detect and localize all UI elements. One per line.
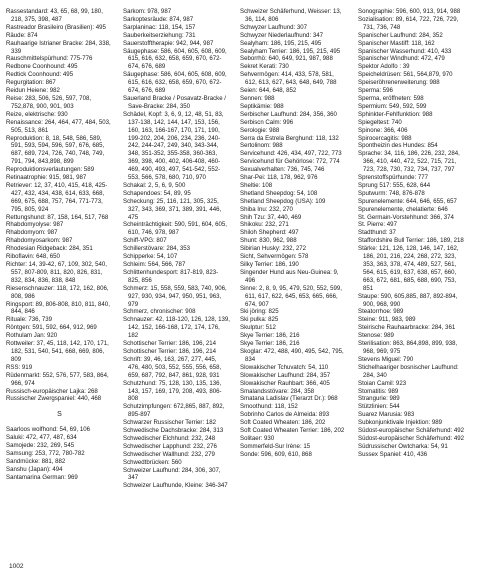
index-entry: Sarkom: 978, 987 — [123, 8, 172, 15]
index-entry: Retinaatrophie: 915, 981, 987 — [6, 174, 87, 182]
index-entry: Schillerstövare: 284, 353 — [123, 245, 191, 253]
index-entry: Spektor Adolfo : 39 — [358, 63, 410, 71]
index-entry: Schapendoes: 54, 89, 95 — [123, 189, 191, 197]
index-entry: Schleim: 564, 566, 787 — [123, 261, 186, 268]
index-entry: Scheckung: 25, 116, 121, 305, 325, 327, 343, 369, 371, 389, 391, 446, 475 — [123, 197, 222, 221]
index-entry: Schwyzer Niederlaufhund: 347 — [240, 31, 323, 39]
index-entry: Shih Tzu: 37, 440, 469 — [240, 213, 302, 221]
index-entry: Serologie: 988 — [240, 126, 280, 134]
index-entry: Skye Terrier: 186, 216 — [240, 340, 300, 348]
index-entry: Sauerstofftherapie: 942, 944, 987 — [123, 39, 214, 47]
index-entry: Smoothund: 118, 152 — [240, 403, 298, 411]
index-entry: RSS: 919 — [6, 363, 33, 371]
index-entry: Südost-europäischer Schäferhund: 492 — [358, 427, 465, 435]
index-entry: Smalandsstövare: 284, 358 — [240, 387, 315, 395]
entries-col4 — [358, 8, 465, 459]
index-entry: Schrift: 39, 46, 163, 267, 277, 445, 476, 480, 503, 552, 555, 556, 658, 659, 687, 792, 847, 861, 928, 931 — [123, 355, 222, 379]
index-entry: Schutzimpfungen: 672,865, 887, 892, 895-897 — [123, 403, 225, 419]
index-entry: Spinone: 366, 406 — [358, 126, 408, 134]
index-entry: Reidun Heiene: 982 — [6, 87, 60, 95]
index-entry: Shetland Sheepdog: 54, 108 — [240, 189, 318, 197]
index-entry: Sealyham: 186, 195, 215, 495 — [240, 39, 322, 47]
index-entry: Sicht, Sehvermögen: 578 — [240, 253, 309, 261]
index-entry: Regurgitation: 867 — [6, 79, 56, 87]
index-column-4 — [358, 8, 465, 459]
index-entry: Südost-europäischer Schäferhund: 492 — [358, 434, 465, 442]
index-entry: Spermium: 549, 592, 599 — [358, 102, 427, 110]
index-entry: Slowakischer Rauhbart: 366, 405 — [240, 379, 330, 387]
index-entry: Sennen: 988 — [240, 94, 275, 102]
index-entry: Redbone Coonhound: 495 — [6, 63, 78, 71]
index-entry: Santamarina German: 969 — [6, 473, 78, 481]
index-entry: Rhodesian Ridgeback: 284, 351 — [6, 245, 93, 253]
index-entry: Sprache: 34, 116, 186, 226, 232, 284, 366, 410, 440, 472, 522, 715, 721, 723, 728, 730, 732, 734, 737, 797 — [358, 150, 460, 174]
index-entry: Sauerland Bracke / Posavatz-Bracke / Save-Bracke: 284, 350 — [123, 94, 226, 110]
index-entry: Schottischer Terrier: 186, 196, 214 — [123, 347, 217, 355]
index-entry: Schmerz, chronischer: 908 — [123, 308, 196, 316]
index-entry: Ski pulka: 825 — [240, 316, 279, 324]
index-entry: Suarez Marusia: 983 — [358, 411, 415, 419]
index-entry: Serbiscn Calm: 996 — [240, 118, 294, 126]
index-entry: Soft Coated Wheaten: 186, 202 — [240, 419, 326, 427]
index-entry: Shetland Sheepdog (USA): 109 — [240, 197, 326, 205]
index-entry: Schweizer Laufhunde, Kleine: 346-347 — [123, 482, 228, 490]
index-entry: Sperma, eröffneten: 598 — [358, 94, 424, 102]
index-entry: Rauschmittelspürhund: 775-776 — [6, 55, 93, 63]
index-entry: Steatorrhoe: 989 — [358, 308, 404, 316]
index-entry: Steirische Rauhaarbracke: 284, 361 — [358, 324, 456, 332]
index-entry: Rottweiler: 37, 45, 118, 142, 170, 171, 182, 531, 540, 541, 668, 669, 806, 809 — [6, 340, 109, 363]
index-entry: Speicheldrüsen: 561, 564,879, 970 — [358, 71, 453, 79]
index-entry: Säugephase: 586, 604, 605, 608, 609, 615, 616, 632, 658, 659, 670, 672-674, 676, 689 — [123, 71, 227, 95]
index-entry: Sobrinho Carlos de Almeida: 893 — [240, 411, 330, 419]
index-entry: Sexualverhalten: 736, 745, 746 — [240, 166, 325, 174]
index-entry: Smatana Ladislav (Tierarzt Dr.): 968 — [240, 395, 338, 403]
index-entry: Shikoku: 232, 271 — [240, 221, 289, 229]
index-entry: Slowakischer Tchuvatch: 54, 110 — [240, 363, 329, 371]
index-entry: Sanshu (Japan): 494 — [6, 465, 63, 473]
index-entry: Serbischer Laufhund: 284, 356, 360 — [240, 110, 337, 118]
index-entry: Spanischer Windhund: 472, 479 — [358, 55, 445, 63]
index-entry: Rhabdomyolyse: 987 — [6, 221, 64, 229]
index-entry: Slowakischer Laufhund: 284, 357 — [240, 371, 331, 379]
index-entry: Schädel, Kopf: 3, 6, 9, 12, 48, 51, 83, 137-138, 142, 144, 147, 153, 156, 160, 163, 166-167, 170, 171, 190, 199-202, 204, 206, 234, 236, 240-242, 244-247, 249, 340, 343-344, 348, 351-352, 355-358, 360-363, 369, 398, 400, 402, 406-408, 460-469, 490, 493, 497, 541-542, 552-553, 566, 578, 680, 710, 970 — [123, 110, 224, 182]
index-entry: Richter: 14, 39-42, 67, 109, 302, 540, 557, 807-809, 811, 820, 826, 831, 832, 834, 836, 838, 848 — [6, 261, 107, 284]
index-entry: Reise: 283, 506, 526, 597, 708, 752,878, 900, 901, 903 — [6, 94, 92, 110]
index-entry: Spanischer Mastiff: 118, 162 — [358, 39, 435, 47]
index-entry: Sauberkeitserziehung: 731 — [123, 31, 196, 39]
index-entry: Rassestandard: 43, 65, 68, 99, 180, 218, 375, 398, 487 — [6, 8, 103, 23]
index-entry: Shunt: 830, 962, 988 — [240, 237, 297, 245]
index-entry: Schnauzer: 42, 118-120, 126, 128, 139, 142, 152, 166-168, 172, 174, 176, 182 — [123, 316, 230, 340]
index-entry: Spanischer Laufhund: 284, 352 — [358, 31, 443, 39]
index-entry: Röntgen: 591, 592, 664, 912, 969 — [6, 324, 97, 332]
index-entry: Schlittenhundesport: 817-819, 823-825, 856 — [123, 268, 219, 284]
index-entry: Riesenschnauzer: 118, 172, 162, 806, 808, 986 — [6, 284, 109, 300]
index-entry: Sprung 517: 555, 628, 644 — [358, 181, 431, 189]
index-entry: Serra da Estrela Berghund: 118, 132 — [240, 134, 339, 142]
index-entry: Stärke: 121, 126, 128, 146, 147, 162, 186, 201, 216, 224, 268, 272, 323, 353, 363, 378, 474, 489, 527, 561, 564, 615, 619, 637, 638, 657, 660, 663, 672, 681, 685, 688, 690, 753, 851 — [358, 245, 459, 292]
index-entry: Sonde: 596, 609, 610, 868 — [240, 450, 312, 458]
index-entry: Spirocercagitis: 988 — [358, 134, 412, 142]
index-entry: Sprenstoffspürhunde: 777 — [358, 174, 429, 182]
index-entry: Sekret Kerati: 730 — [240, 63, 289, 71]
index-entry: Staupe: 590, 605,885, 887, 892-894, 900, 968, 990 — [358, 292, 458, 308]
index-entry: Sommerfeld-Sur Irène: 15 — [240, 442, 311, 450]
index-entry: Schwedischer Wallhund: 232, 279 — [123, 450, 215, 458]
index-entry: Riboflavin: 648, 650 — [6, 253, 60, 261]
index-entry: Shar-Pei: 118, 178, 962, 976 — [240, 174, 318, 182]
index-column-2 — [123, 8, 230, 490]
index-entry: Steine: 911, 983, 989 — [358, 316, 416, 324]
index-entry: Sibirian Husky: 232, 272 — [240, 245, 307, 253]
index-entry: Shiba Inu: 232, 270 — [240, 205, 293, 213]
index-entry: Spanischer Wasserhund: 410, 433 — [358, 47, 452, 55]
index-entry: Spurenelemente: 644, 646, 655, 657 — [358, 197, 457, 205]
index-entry: Stichelhaariger bosnischer Laufhund: 284, 340 — [358, 363, 459, 379]
index-entry: Speiseröhrenerweiterung: 988 — [358, 79, 440, 87]
index-entry: Stomatitis: 989 — [358, 387, 399, 395]
index-entry: Spiegeltest: 740 — [358, 118, 402, 126]
index-entry: Skulptur: 512 — [240, 324, 276, 332]
index-entry: Schwedischer Elchhund: 232, 248 — [123, 434, 216, 442]
index-entry: Stoian Camil: 923 — [358, 379, 407, 387]
index-entry: Schmerz: 15, 558, 559, 583, 740, 906, 927, 930, 934, 947, 950, 951, 963, 979 — [123, 284, 227, 308]
index-entry: Räude: 874 — [6, 31, 38, 39]
index-entry: Singender Hund aus Neu-Guinea: 9, 496 — [240, 268, 339, 284]
index-entry: Staffordshire Bull Terrier: 186, 189, 218 — [358, 237, 464, 245]
index-entry: Shiloh Shepherd: 497 — [240, 229, 299, 237]
index-entry: Sertolinom: 988 — [240, 142, 283, 150]
index-entry: Schottischer Terrier: 186, 196, 214 — [123, 340, 217, 348]
index-entry: Ringsport: 89, 806-808, 810, 811, 840, 844, 846 — [6, 300, 110, 316]
index-entry: Rüdenmarkt: 552, 576, 577, 583, 864, 966, 974 — [6, 371, 109, 387]
index-entry: Redtick Coonhound: 495 — [6, 71, 74, 79]
index-entry: Schwedtbrücken: 560 — [123, 458, 182, 466]
index-entry: Saarloos wolfhond: 54, 69, 106 — [6, 426, 91, 434]
index-entry: Sonographie: 596, 600, 913, 914, 988 — [358, 8, 461, 15]
index-entry: Scheinträchtigkeit: 590, 591, 604, 605, 610, 746, 978, 987 — [123, 221, 228, 237]
index-entry: Stenose: 989 — [358, 332, 394, 340]
index-entry: Stadthund: 37 — [358, 229, 396, 237]
index-entry: Rhabdomyom: 987 — [6, 229, 58, 237]
index-entry: St. Germain-Vorstehhund: 366, 374 — [358, 213, 454, 221]
index-entry: Schwedische Dachsbracke: 284, 313 — [123, 427, 224, 435]
index-entry: Septikämie: 988 — [240, 102, 284, 110]
index-entry: Renaissance: 264, 464, 477, 484, 503, 505, 513, 861 — [6, 118, 111, 134]
index-entry: Schwedischer Lapphund: 232, 276 — [123, 442, 217, 450]
index-entry: Säugephase: 586, 604, 605, 608, 609, 615, 616, 632, 658, 659, 670, 672-674, 676, 689 — [123, 47, 227, 71]
index-entry: Sheltie: 108 — [240, 181, 273, 189]
index-entry: St. Pierre: 497 — [358, 221, 397, 229]
index-entry: Spontheizin des Hundes: 854 — [358, 142, 438, 150]
index-entry: Stützlinien: 544 — [358, 403, 400, 411]
index-entry: Sinne: 2, 8, 9, 95, 479, 520, 552, 599, 611, 617, 622, 645, 653, 665, 666, 674, 907 — [240, 284, 342, 308]
index-entry: Sehvermögen: 414, 433, 578, 581, 612, 613, 627, 643, 648, 649, 788 — [240, 71, 337, 87]
index-entry: Sarkoptesräude: 874, 987 — [123, 15, 194, 23]
index-entry: Schakal: 2, 5, 6, 9, 500 — [123, 181, 186, 189]
index-entry: Samojede: 232, 269, 545 — [6, 442, 75, 450]
index-entry: Rhabdomyosarkom: 987 — [6, 237, 73, 245]
index-entry: Sozialisation: 89, 614, 722, 726, 729, 731, 736, 748 — [358, 15, 459, 31]
index-entry: Subkonjunktivale Injektion: 989 — [358, 419, 443, 427]
index-entry: Rauhaarige Istrianer Bracke: 284, 338, 339 — [6, 39, 111, 55]
index-entry: Schweizer Laufhund: 284, 306, 307, 347 — [123, 466, 221, 482]
index-entry: Schweizer Schäferhund, Weisser: 13, 36, 114, 806 — [240, 8, 342, 23]
index-entry: Schipperke: 54, 107 — [123, 253, 178, 261]
index-entry: Sussex Spaniel: 410, 436 — [358, 450, 428, 458]
index-column-3 — [240, 8, 347, 459]
index-entry: Sputwurm: 748, 876-878 — [358, 189, 425, 197]
index-column-1 — [6, 8, 113, 482]
index-entry: Servicehund: 426, 434, 497, 722, 773 — [240, 150, 342, 158]
index-entry: Seien: 644, 648, 852 — [240, 87, 297, 95]
index-entry: Rothulam Jan: 920 — [6, 332, 58, 340]
index-entry: Sterilisation: 863, 864,898, 899, 938, 968, 969, 975 — [358, 340, 458, 355]
index-entry: Schwyzer Laufhund: 307 — [240, 23, 308, 31]
page-number: 1002 — [9, 563, 24, 570]
index-entry: Schutzhund: 75, 128, 130, 135, 136, 143, 157, 169, 179, 208, 493, 806-808 — [123, 379, 222, 403]
index-entry: Sarplaninac: 118, 154, 157 — [123, 23, 196, 31]
index-entry: Rastreador Brasileiro (Brasilien): 495 — [6, 23, 106, 31]
index-entry: Strangurie: 989 — [358, 395, 400, 403]
index-entry: Rettungshund: 87, 158, 164, 517, 768 — [6, 213, 109, 221]
entries-col3 — [240, 8, 347, 459]
index-entry: Sealyham Terrier: 186, 195, 215, 495 — [240, 47, 341, 55]
index-entry: Russisch-europäischer Lajka: 268 — [6, 387, 98, 395]
index-entry: Sandmücke: 881, 882 — [6, 457, 66, 465]
index-entry: Retriever: 12, 37, 410, 415, 418, 425-427, 432, 434, 438, 614, 633, 668, 669, 675, 688, 757, 764, 771-773, 795, 805, 924 — [6, 181, 108, 213]
index-entry: Reproduktionsverlautungen: 589 — [6, 166, 95, 174]
index-entry: Reproduktion: 8, 18, 548, 586, 589, 591, 593, 594, 596, 597, 676, 685, 687, 689, 724, 726, 740, 748, 749, 791, 794, 843,898, 899 — [6, 134, 105, 166]
index-entry: Samsung: 253, 772, 780-782 — [6, 449, 85, 457]
index-entry: Saluki: 472, 477, 487, 634 — [6, 434, 77, 442]
entries-s — [6, 426, 113, 481]
index-entry: Stevens Miguel: 790 — [358, 355, 414, 363]
index-entry: Reize, elektrische: 930 — [6, 110, 68, 118]
index-entry: Schiff-VPG: 807 — [123, 237, 167, 245]
index-entry: Spurenelemente, chelatierte: 646 — [358, 205, 448, 213]
index-entry: Rituale: 736, 739 — [6, 316, 53, 324]
index-entry: Solitaer: 930 — [240, 434, 275, 442]
index-entry: Servicehund für Gehörlose: 772, 774 — [240, 158, 340, 166]
index-entry: Skye Terrier: 186, 216 — [240, 332, 300, 340]
index-entry: Ski jöring: 825 — [240, 308, 279, 316]
entries-r — [6, 8, 113, 403]
index-entry: Südrussischer Owtcharka: 54, 91 — [358, 442, 448, 450]
index-entry: Skoglar: 472, 488, 490, 495, 542, 795, 834 — [240, 347, 344, 363]
index-entry: Schwarzer Russischer Terrier: 182 — [123, 419, 217, 427]
index-entry: Russischer Zwergspaniel: 440, 468 — [6, 395, 102, 403]
index-entry: Soft Coated Wheaten Terrier: 186, 202 — [240, 427, 345, 435]
section-letter: S — [57, 411, 62, 419]
index-entry: Sphinkter-Fehlfunktion: 988 — [358, 110, 433, 118]
entries-col2 — [123, 8, 230, 490]
index-entry: Seborrhö: 640, 649, 921, 987, 988 — [240, 55, 333, 63]
index-entry: Sperma: 596 — [358, 87, 393, 95]
index-entry: Silky Terrier: 186, 190 — [240, 261, 299, 268]
